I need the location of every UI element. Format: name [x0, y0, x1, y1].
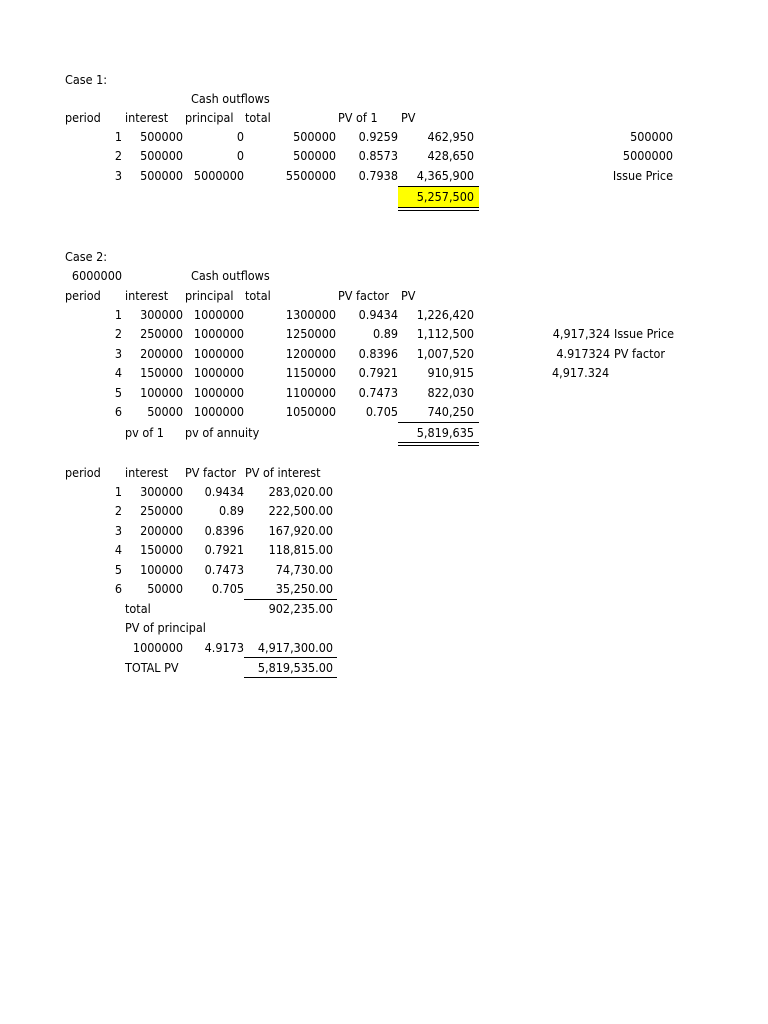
- principal-cell: 0: [236, 148, 244, 163]
- case1-sum-row: [0, 188, 768, 207]
- interest-total-row: [0, 600, 768, 619]
- interest-header-row: [0, 464, 768, 483]
- table-row: [0, 167, 768, 186]
- period-cell: 4: [114, 542, 122, 557]
- pv-cell: 1,007,520: [416, 346, 474, 361]
- interest-cell: 200000: [140, 346, 183, 361]
- case2-group-header-row: [0, 267, 768, 286]
- interest-cell: 50000: [147, 581, 183, 596]
- case1-header-row: [0, 109, 768, 128]
- pv-interest-cell: 222,500.00: [268, 503, 333, 518]
- case1-title-row: [0, 71, 768, 90]
- pv-cell: 1,112,500: [416, 326, 474, 341]
- pv-cell: 462,950: [427, 129, 474, 144]
- case1-cash-outflows-header: Cash outflows: [191, 91, 270, 106]
- pv-factor-cell: 0.7921: [358, 365, 398, 380]
- principal-row: [0, 639, 768, 658]
- interest-cell: 150000: [140, 365, 183, 380]
- case2-issue-price-label: Issue Price: [614, 326, 675, 341]
- table-row: [0, 541, 768, 560]
- period-cell: 2: [114, 326, 122, 341]
- table-row: [0, 128, 768, 147]
- interest-cell: 100000: [140, 385, 183, 400]
- case2-footer-row: [0, 424, 768, 443]
- case1-sum-pv: 5,257,500: [416, 189, 474, 204]
- interest-interest-header: interest: [125, 465, 169, 480]
- pv-cell: 428,650: [427, 148, 474, 163]
- table-row: [0, 364, 768, 383]
- interest-cell: 250000: [140, 326, 183, 341]
- interest-cell: 300000: [140, 307, 183, 322]
- pv-interest-cell: 35,250.00: [275, 581, 333, 596]
- case1-issue-price-label: Issue Price: [612, 168, 673, 183]
- pv-factor-cell: 0.7921: [204, 542, 244, 557]
- principal-label-row: [0, 619, 768, 638]
- case2-title-row: [0, 248, 768, 267]
- case2-pv-of-annuity-label: pv of annuity: [185, 425, 260, 440]
- period-cell: 6: [114, 581, 122, 596]
- interest-cell: 500000: [140, 129, 183, 144]
- pv-cell: 4,365,900: [416, 168, 474, 183]
- table-row: [0, 306, 768, 325]
- double-underline: [398, 442, 479, 446]
- principal-pv-cell: 4,917,300.00: [257, 640, 333, 655]
- period-cell: 1: [114, 484, 122, 499]
- table-row: [0, 345, 768, 364]
- case2-interest-header: interest: [125, 288, 169, 303]
- table-row: [0, 522, 768, 541]
- pv-cell: 1,226,420: [416, 307, 474, 322]
- total-pv-value: 5,819,535.00: [257, 660, 333, 675]
- case1-pv-header: PV: [401, 110, 416, 125]
- principal-cell: 1000000: [193, 404, 244, 419]
- case1-group-header-row: [0, 90, 768, 109]
- case2-principal-header: principal: [185, 288, 234, 303]
- case2-pv-factor-header: PV factor: [338, 288, 389, 303]
- pv-interest-cell: 283,020.00: [268, 484, 333, 499]
- pv-factor-cell: 0.705: [365, 404, 398, 419]
- case1-title: Case 1:: [65, 72, 108, 87]
- underline: [398, 422, 479, 423]
- total-cell: 1100000: [285, 385, 336, 400]
- pv-factor-cell: 0.9434: [204, 484, 244, 499]
- table-row: [0, 580, 768, 599]
- pv-factor-cell: 0.9259: [358, 129, 398, 144]
- table-row: [0, 325, 768, 344]
- total-cell: 500000: [293, 129, 336, 144]
- pv-cell: 910,915: [427, 365, 474, 380]
- principal-cell: 1000000: [193, 346, 244, 361]
- case2-cash-outflows-header: Cash outflows: [191, 268, 270, 283]
- interest-cell: 500000: [140, 148, 183, 163]
- principal-cell: 0: [236, 129, 244, 144]
- table-row: [0, 384, 768, 403]
- interest-pv-factor-header: PV factor: [185, 465, 236, 480]
- case1-side-value: 5000000: [622, 148, 673, 163]
- table-row: [0, 502, 768, 521]
- period-cell: 2: [114, 503, 122, 518]
- table-row: [0, 561, 768, 580]
- underline: [244, 677, 337, 678]
- total-cell: 1250000: [285, 326, 336, 341]
- pv-factor-cell: 0.7473: [204, 562, 244, 577]
- total-cell: 5500000: [285, 168, 336, 183]
- period-cell: 3: [114, 168, 122, 183]
- underline: [244, 657, 337, 658]
- pv-of-principal-label: PV of principal: [125, 620, 206, 635]
- total-cell: 1050000: [285, 404, 336, 419]
- interest-cell: 100000: [140, 562, 183, 577]
- interest-total-label: total: [125, 601, 151, 616]
- principal-cell: 5000000: [193, 168, 244, 183]
- case1-period-header: period: [65, 110, 101, 125]
- total-cell: 1200000: [285, 346, 336, 361]
- case2-period-header: period: [65, 288, 101, 303]
- interest-cell: 200000: [140, 523, 183, 538]
- pv-cell: 740,250: [427, 404, 474, 419]
- period-cell: 3: [114, 523, 122, 538]
- interest-cell: 50000: [147, 404, 183, 419]
- pv-factor-cell: 0.89: [372, 326, 398, 341]
- case1-interest-header: interest: [125, 110, 169, 125]
- principal-factor-cell: 4.9173: [204, 640, 244, 655]
- pv-factor-cell: 0.9434: [358, 307, 398, 322]
- grand-total-row: [0, 659, 768, 678]
- table-row: [0, 483, 768, 502]
- case2-pv-of-1-label: pv of 1: [125, 425, 164, 440]
- interest-cell: 250000: [140, 503, 183, 518]
- period-cell: 1: [114, 129, 122, 144]
- case1-pv-factor-header: PV of 1: [338, 110, 378, 125]
- case2-issue-price-value: 4,917,324: [552, 326, 610, 341]
- total-pv-label: TOTAL PV: [125, 660, 179, 675]
- period-cell: 5: [114, 385, 122, 400]
- interest-cell: 500000: [140, 168, 183, 183]
- case2-sum-pv: 5,819,635: [416, 425, 474, 440]
- case1-total-header: total: [245, 110, 271, 125]
- pv-factor-cell: 0.7938: [358, 168, 398, 183]
- period-cell: 5: [114, 562, 122, 577]
- period-cell: 4: [114, 365, 122, 380]
- interest-period-header: period: [65, 465, 101, 480]
- principal-cell: 1000000: [193, 385, 244, 400]
- principal-cell: 1000000: [193, 365, 244, 380]
- table-row: [0, 147, 768, 166]
- case2-amount: 6000000: [71, 268, 122, 283]
- interest-cell: 150000: [140, 542, 183, 557]
- pv-interest-cell: 167,920.00: [268, 523, 333, 538]
- pv-factor-cell: 0.705: [211, 581, 244, 596]
- case2-total-header: total: [245, 288, 271, 303]
- period-cell: 6: [114, 404, 122, 419]
- case1-side-value: 500000: [630, 129, 673, 144]
- pv-factor-cell: 0.8573: [358, 148, 398, 163]
- double-underline: [398, 207, 479, 211]
- pv-interest-cell: 118,815.00: [268, 542, 333, 557]
- pv-cell: 822,030: [427, 385, 474, 400]
- interest-total-value: 902,235.00: [268, 601, 333, 616]
- principal-amount-cell: 1000000: [132, 640, 183, 655]
- period-cell: 2: [114, 148, 122, 163]
- interest-cell: 300000: [140, 484, 183, 499]
- case2-pv-factor-label: PV factor: [614, 346, 665, 361]
- pv-factor-cell: 0.7473: [358, 385, 398, 400]
- pv-interest-cell: 74,730.00: [275, 562, 333, 577]
- period-cell: 1: [114, 307, 122, 322]
- principal-cell: 1000000: [193, 307, 244, 322]
- case2-header-row: [0, 287, 768, 306]
- pv-factor-cell: 0.89: [218, 503, 244, 518]
- pv-factor-cell: 0.8396: [204, 523, 244, 538]
- total-cell: 1150000: [285, 365, 336, 380]
- case2-title: Case 2:: [65, 249, 108, 264]
- case2-side-value: 4,917.324: [552, 365, 610, 380]
- pv-factor-cell: 0.8396: [358, 346, 398, 361]
- interest-pv-of-interest-header: PV of interest: [245, 465, 321, 480]
- principal-cell: 1000000: [193, 326, 244, 341]
- period-cell: 3: [114, 346, 122, 361]
- case2-pv-factor-value: 4.917324: [556, 346, 610, 361]
- total-cell: 1300000: [285, 307, 336, 322]
- table-row: [0, 403, 768, 422]
- case1-principal-header: principal: [185, 110, 234, 125]
- case2-pv-header: PV: [401, 288, 416, 303]
- total-cell: 500000: [293, 148, 336, 163]
